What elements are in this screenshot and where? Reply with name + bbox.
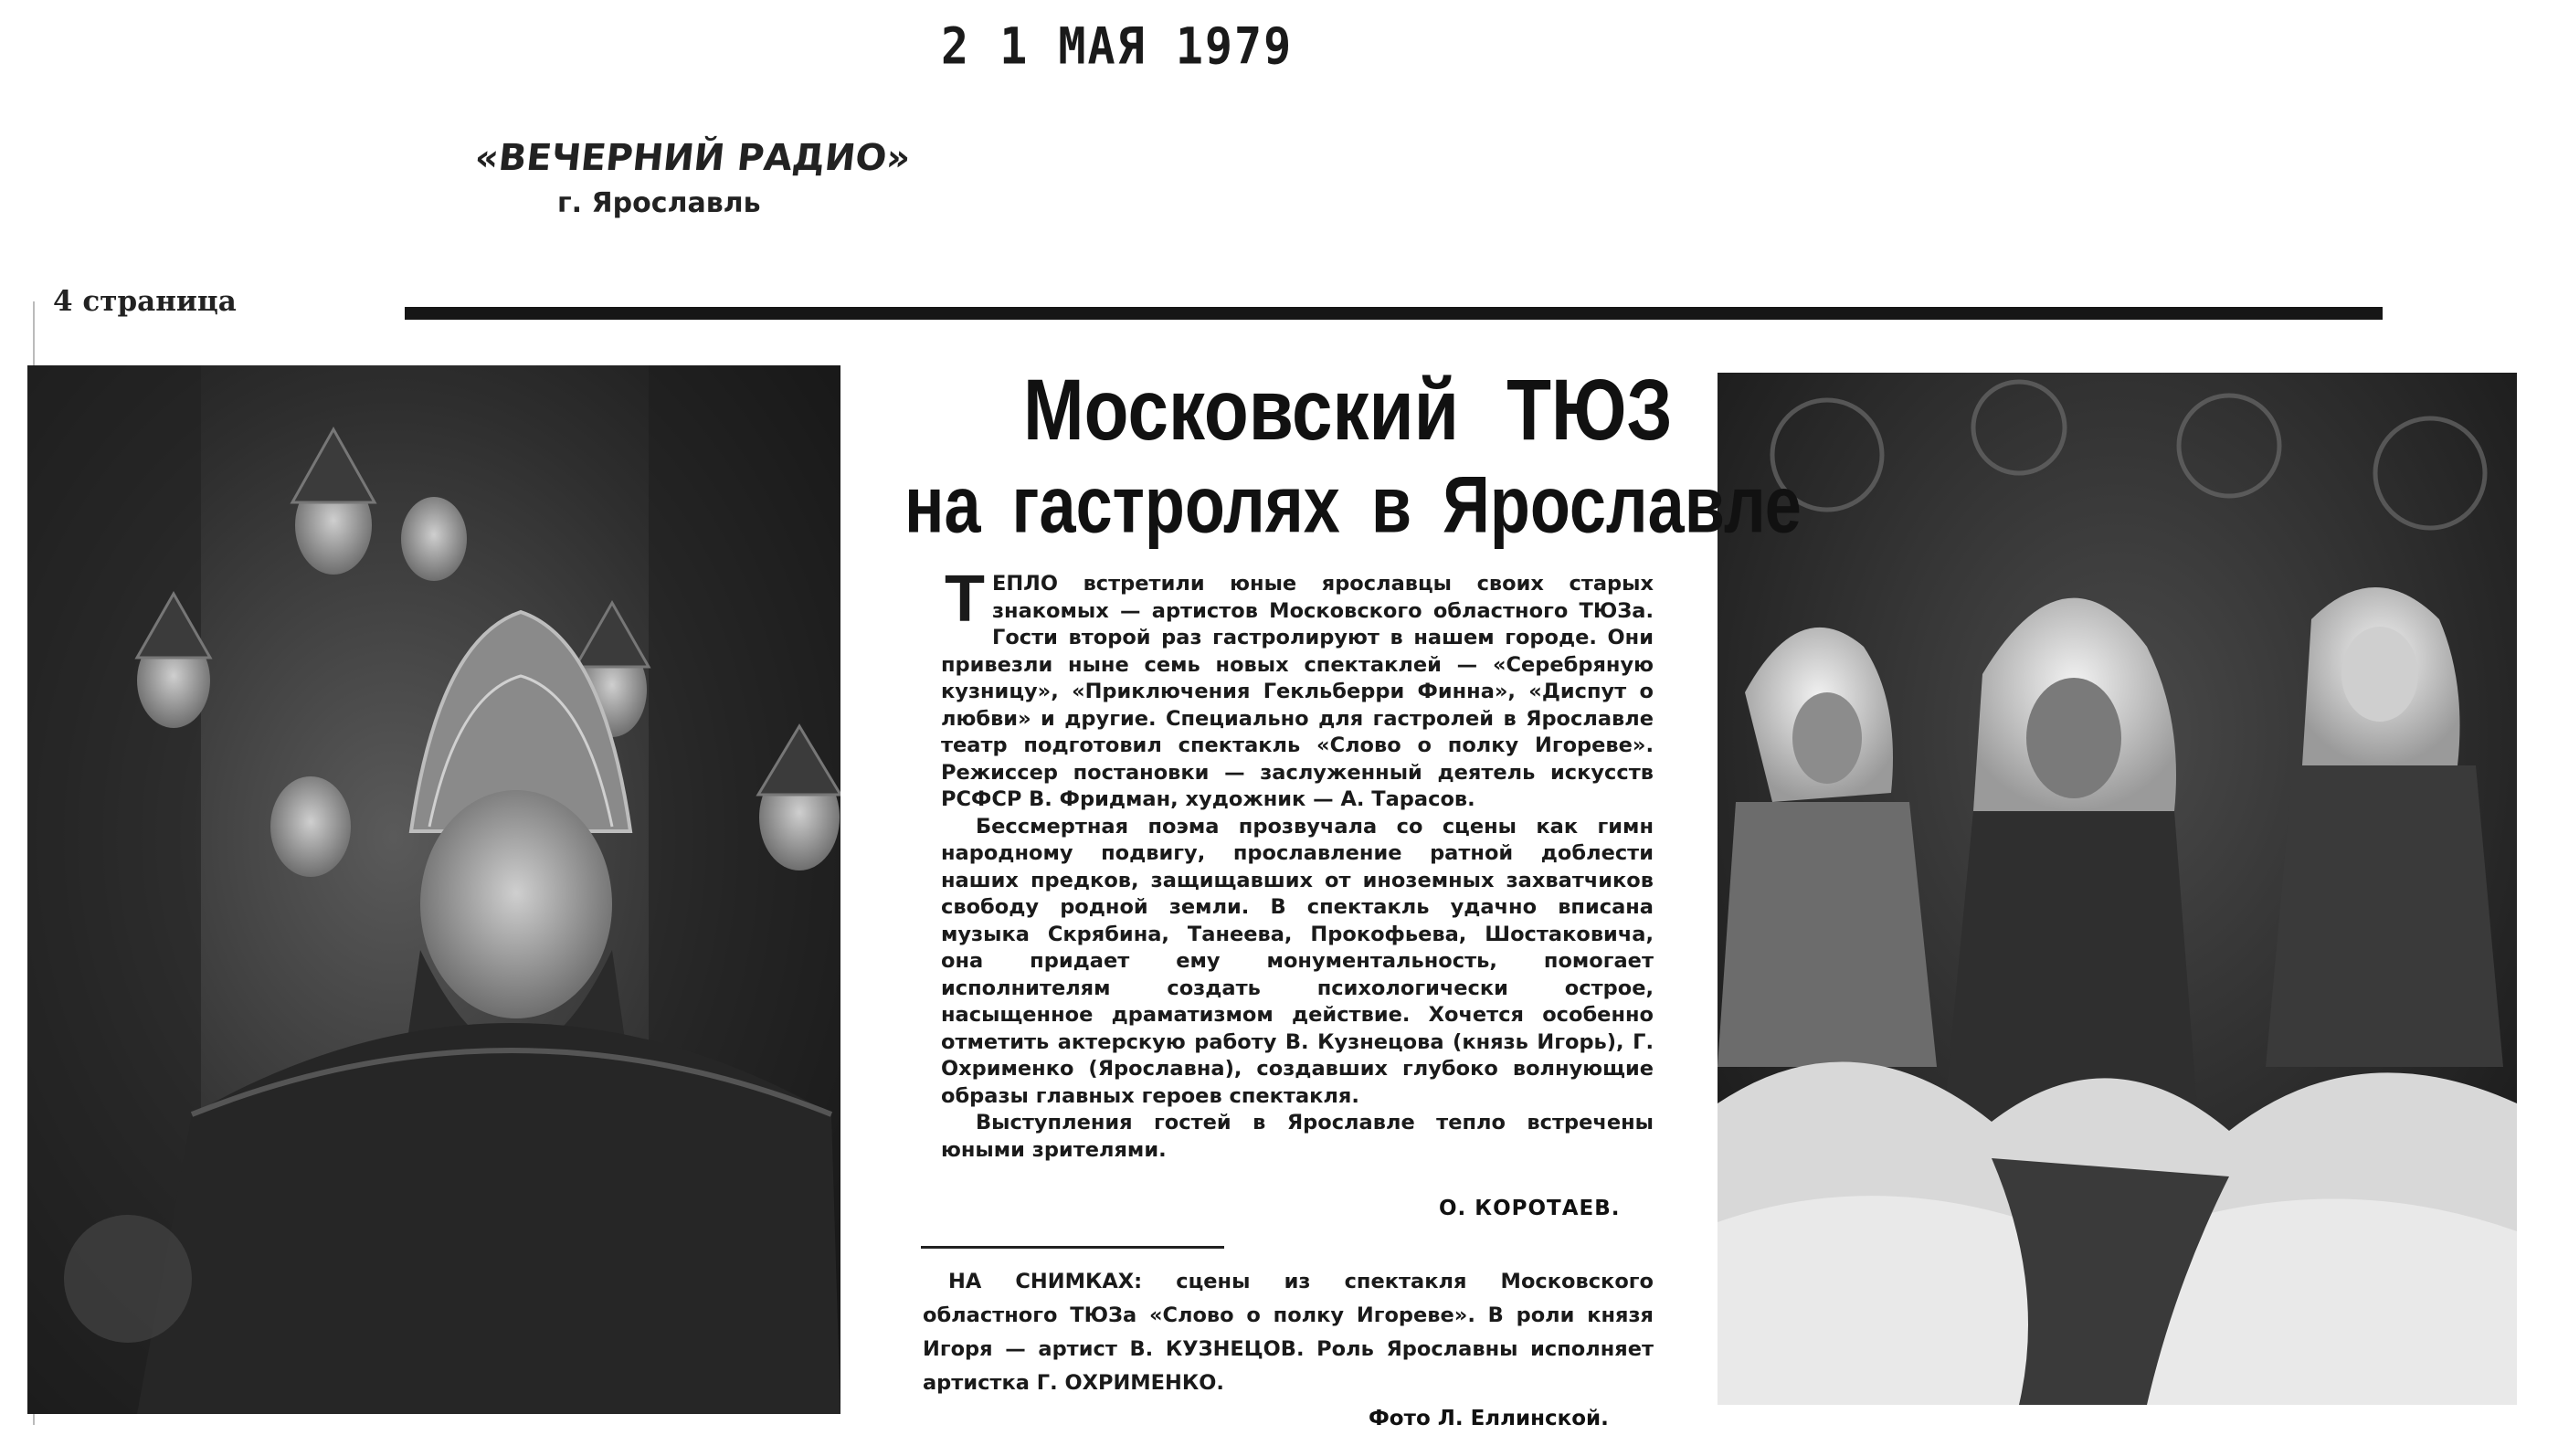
article-dropcap: Т xyxy=(945,563,985,636)
headline-line1: Московский ТЮЗ xyxy=(1023,362,1673,459)
date-stamp: 2 1 МАЯ 1979 xyxy=(941,17,1294,76)
source-stamp-name: «ВЕЧЕРНИЙ РАДИО» xyxy=(472,137,913,179)
caption-rule xyxy=(921,1246,1224,1249)
article-paragraph-2: Бессмертная поэма прозвучала со сцены как гимн народному подвигу, прославление ратной доблести наших предков, защищавших от иноземных захватчиков свободу родной земли. В спектакль удачно вписана музыка Скрябина, Танеева, Прокофьева, Шостаковича, она придает ему монументальность, помогает исполнителям создать психологически острое, насыщенное драматизмом действие. Хочется особенно отметить актерскую работу В. Кузнецова (князь Игорь), Г. Охрименко (Ярославна), создавших глубоко волнующие образы главных героев спектакля. xyxy=(941,814,1654,1108)
header-rule xyxy=(405,307,2383,320)
photo-credit: Фото Л. Еллинской. xyxy=(1369,1407,1609,1430)
headline-line2: на гастролях в Ярославле xyxy=(904,460,1802,550)
article-paragraph-1-text: ЕПЛО встретили юные ярославцы своих старых знакомых — артистов Московского областного ТЮЗа. Гости второй раз гастролируют в нашем городе. Они привезли ныне семь новых спектаклей — «Серебряную кузницу», «Приключения Гекльберри Финна», «Диспут о любви» и другие. Специально для гастролей в Ярославле театр подготовил спектакль «Слово о полку Игореве». Режиссер постановки — заслуженный деятель искусств РСФСР В. Фридман, художник — А. Тарасов. xyxy=(941,572,1654,811)
article-paragraph-3: Выступления гостей в Ярославле тепло встречены юными зрителями. xyxy=(941,1111,1654,1162)
photo-prince-igor-scene xyxy=(27,365,840,1414)
photo-yaroslavna-scene xyxy=(1718,373,2517,1405)
article-body xyxy=(941,563,1654,1164)
page-number: 4 страница xyxy=(53,285,237,318)
source-stamp-city: г. Ярославль xyxy=(557,187,761,219)
photo-caption: НА СНИМКАХ: сцены из спектакля Московского областного ТЮЗа «Слово о полку Игореве». В роли князя Игоря — артист В. КУЗНЕЦОВ. Роль Ярославны исполняет артистка Г. ОХРИМЕНКО. xyxy=(923,1270,1654,1395)
article-paragraph-1 xyxy=(941,563,1654,814)
article-author: О. КОРОТАЕВ. xyxy=(1439,1197,1621,1220)
